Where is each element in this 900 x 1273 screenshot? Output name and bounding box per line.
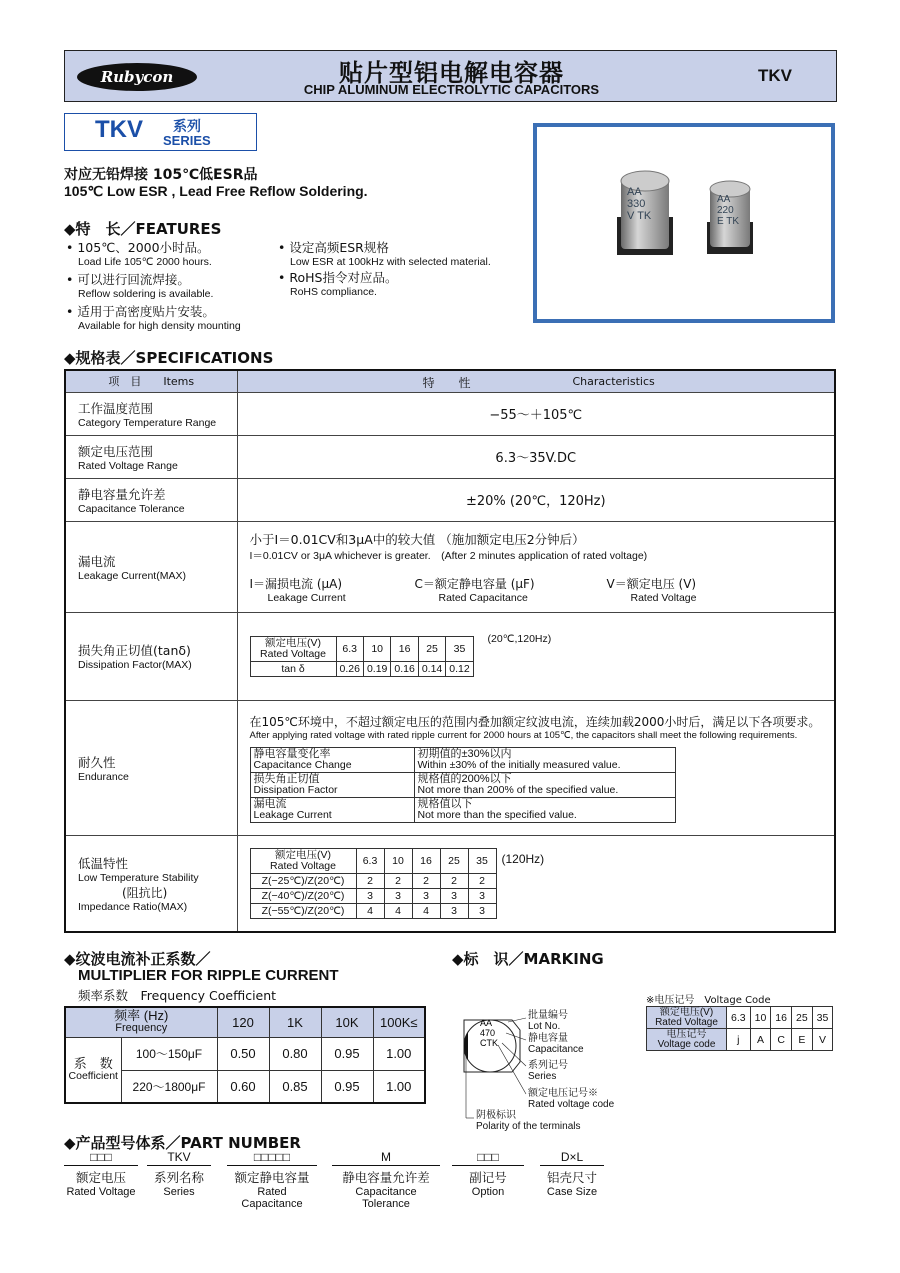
spec-row-leakage: 漏电流 Leakage Current(MAX) 小于I＝0.01CV和3μA中的较大值 （施加额定电压2分钟后） I＝0.01CV or 3μA whichever is greater. (After 2 minutes application of rated voltage) I＝漏损电流 (μA) Leakage Current C＝额定静电容量 (μF) Rated Capacitance V＝额定电压 (V) Rated Voltage [65,521,835,612]
marking-heading: ◆标 识／MARKING [452,950,604,968]
intro-en: 105℃ Low ESR , Lead Free Reflow Soldering. [64,183,368,199]
voltage-code-title: ※电压记号 Voltage Code [646,995,771,1006]
cap1-line2: 330 [627,198,646,210]
leakage-definitions: I＝漏损电流 (μA) Leakage Current C＝额定静电容量 (μF) Rated Capacitance V＝额定电压 (V) Rated Voltage [249,576,697,604]
pn-case-size: D×L 铝壳尺寸 Case Size [540,1150,604,1198]
marking-lot: AA [480,1018,493,1028]
product-photo [533,123,835,323]
spec-row-tolerance: 静电容量允许差 Capacitance Tolerance ±20% (20℃，120Hz) [65,478,835,521]
marking-label-capacitance: 静电容量 Capacitance [528,1033,584,1055]
marking-series: CTK [480,1038,498,1048]
cap2-line1: AA [717,194,731,205]
marking-label-polarity: 阴极标识 Polarity of the terminals [476,1110,581,1132]
spec-row-lowtemp: 低温特性 Low Temperature Stability (阻抗比) Impedance Ratio(MAX) 额定电压(V) Rated Voltage 6.3 10 16 25 35 Z(−25℃)/Z(20℃) 2 2 2 2 2 Z(−40℃)/Z(20℃) 3 3 3 3 3 Z(−55℃)/Z(20℃) 4 4 4 3 3 (120Hz) [65,835,835,932]
tan-delta-table: 额定电压(V) Rated Voltage 6.3 10 16 25 35 tan δ 0.26 0.19 0.16 0.14 0.12 [250,636,474,677]
spec-row-voltage: 额定电压范围 Rated Voltage Range 6.3～35V.DC [65,435,835,478]
ripple-table: 频率 (Hz) Frequency 120 1K 10K 100K≤ 系 数 Coefficient 100～150μF 0.50 0.80 0.95 1.00 220～1800μF 0.60 0.85 0.95 1.00 [64,1006,426,1104]
cap1-line3: V TK [627,210,652,222]
marking-label-voltage: 额定电压记号※ Rated voltage code [528,1088,615,1110]
spec-row-endurance: 耐久性 Endurance 在105℃环境中，不超过额定电压的范围内叠加额定纹波电流，连续加载2000小时后，满足以下各项要求。 After applying rated voltage with rated ripple current for 2000 hours at 105℃, the capacitors shall meet the following requirements. 静电容量变化率 Capacitance Change 初期值的±30%以内 Within ±30% of the initially measured value. 损失角正切值 Dissipation Factor 规格值的200%以下 Not more than 200% of the specified value. 漏电流 Leakage Current 规格值以下 Not more than the specified value. [65,700,835,835]
capacitor-illustration [537,127,831,319]
impedance-ratio-table: 额定电压(V) Rated Voltage 6.3 10 16 25 35 Z(−25℃)/Z(20℃) 2 2 2 2 2 Z(−40℃)/Z(20℃) 3 3 3 3 3 Z(−55℃)/Z(20℃) 4 4 4 3 3 [250,848,497,919]
ripple-heading-cn: ◆纹波电流补正系数／ [64,950,211,968]
pn-capacitance: □□□□□ 额定静电容量 Rated Capacitance [227,1150,317,1210]
features-left [66,238,276,334]
header-bar [64,50,837,102]
marking-label-lot: 批量编号 Lot No. [528,1010,568,1032]
features-right [278,238,528,298]
cap1-line1: AA [627,186,642,198]
feature-item: • 适用于高密度贴片安装。 Available for high density mounting [66,304,241,332]
impedance-note: (120Hz) [501,851,545,866]
pn-option: □□□ 副记号 Option [452,1150,524,1198]
marking-label-series: 系列记号 Series [528,1060,568,1082]
specs-heading: ◆规格表／SPECIFICATIONS [64,349,274,367]
series-name: TKV [95,116,143,143]
spec-row-dissipation: 损失角正切值(tanδ) Dissipation Factor(MAX) 额定电压(V) Rated Voltage 6.3 10 16 25 35 tan δ 0.26 0.19 0.16 0.14 0.12 (20℃,120Hz) [65,612,835,700]
series-box [64,113,257,151]
pn-series: TKV 系列名称 Series [147,1150,211,1198]
cap2-line2: 220 [717,205,734,216]
pn-rated-voltage: □□□ 额定电压 Rated Voltage [64,1150,138,1198]
endurance-table: 静电容量变化率 Capacitance Change 初期值的±30%以内 Within ±30% of the initially measured value. 损失角正切值 Dissipation Factor 规格值的200%以下 Not more than 200% of the specified value. 漏电流 Leakage Current 规格值以下 Not more than the specified value. [250,747,676,823]
header-series-code: TKV [758,66,792,85]
part-number-heading: ◆产品型号体系／PART NUMBER [64,1134,301,1152]
title-en: CHIP ALUMINUM ELECTROLYTIC CAPACITORS [303,82,600,97]
tan-delta-note: (20℃,120Hz) [487,632,552,645]
series-label-cn: 系列 [173,119,201,135]
voltage-code-table: 额定电压(V) Rated Voltage 6.3 10 16 25 35 电压记号 Voltage code j A C E V [646,1006,833,1051]
rubycon-logo: Rubycon [77,63,197,91]
feature-item: • RoHS指令对应品。 RoHS compliance. [278,270,398,298]
marking-capacitance: 470 [480,1028,496,1038]
specs-header-row: 项 目 Items 特 性 Characteristics [65,370,835,392]
pn-tolerance: M 静电容量允许差 Capacitance Tolerance [332,1150,440,1210]
marking-diagram [458,1000,538,1120]
feature-item: • 可以进行回流焊接。 Reflow soldering is available. [66,272,214,300]
specs-table [64,369,836,933]
intro-cn: 对应无铅焊接 105℃低ESR品 [64,167,258,183]
spec-row-temp: 工作温度范围 Category Temperature Range −55～＋105℃ [65,392,835,435]
ripple-heading-en: MULTIPLIER FOR RIPPLE CURRENT [78,967,339,984]
features-heading: ◆特 长／FEATURES [64,220,222,238]
ripple-subheading: 频率系数 Frequency Coefficient [78,988,277,1003]
title-cn: 贴片型铝电解电容器 [339,59,564,87]
cap2-line3: E TK [717,216,740,227]
feature-item: • 105℃、2000小时品。 Load Life 105℃ 2000 hours. [66,240,212,268]
feature-item: • 设定高频ESR规格 Low ESR at 100kHz with selected material. [278,240,491,268]
series-label-en: SERIES [163,133,211,148]
